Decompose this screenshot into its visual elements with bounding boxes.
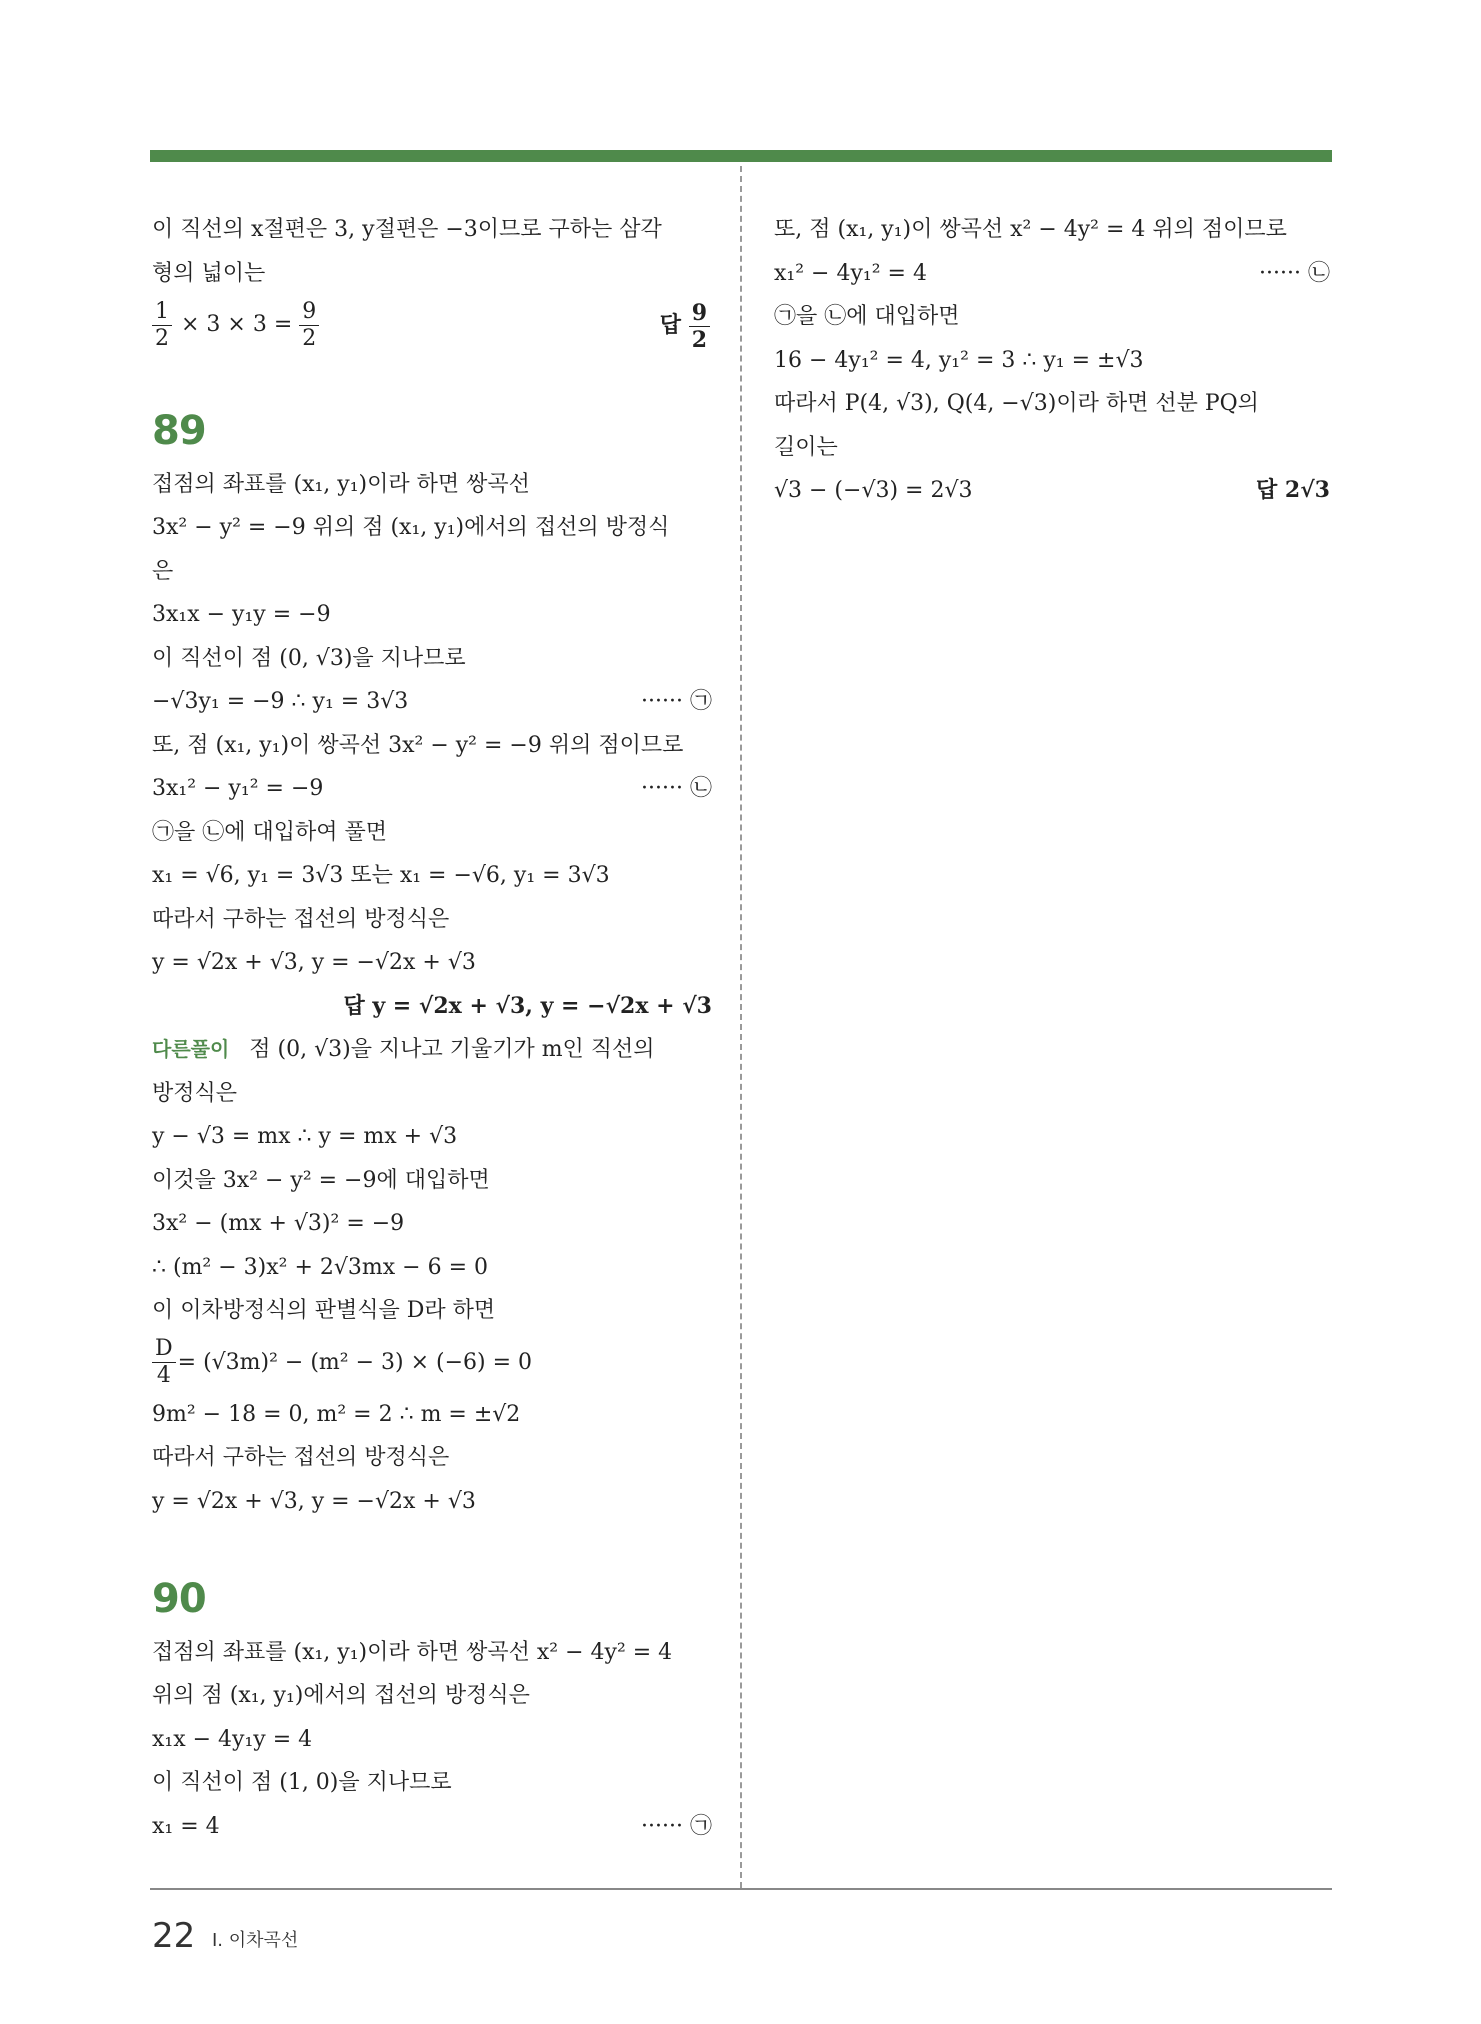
text-line: 길이는 (774, 434, 838, 460)
text-line: 따라서 구하는 접선의 방정식은 (152, 906, 450, 932)
text-line: 접점의 좌표를 (x₁, y₁)이라 하면 쌍곡선 (152, 471, 530, 497)
text-line: 이 이차방정식의 판별식을 D라 하면 (152, 1298, 496, 1323)
text-line: 9m² − 18 = 0, m² = 2 ∴ m = ±√2 (152, 1401, 521, 1427)
text-line: 3x² − y² = −9 위의 점 (x₁, y₁)에서의 접선의 방정식 (152, 515, 670, 540)
text-line: 따라서 P(4, √3), Q(4, −√3)이라 하면 선분 PQ의 (774, 391, 1259, 416)
text-line: 이 직선이 점 (0, √3)을 지나므로 (152, 645, 466, 671)
area-equation (152, 295, 712, 355)
text-line: 3x₁x − y₁y = −9 (152, 602, 331, 627)
footer-divider (150, 1888, 1332, 1890)
equation-line: −√3y₁ = −9 ∴ y₁ = 3√3 ······ ㉠ (152, 680, 712, 724)
problem-number-89: 89 (152, 407, 206, 454)
text-line: 방정식은 (152, 1080, 238, 1106)
text-line: 형의 넓이는 (152, 260, 266, 286)
equation-line: x₁² − 4y₁² = 4 ······ ㉡ (774, 252, 1330, 296)
text-line: 3x² − (mx + √3)² = −9 (152, 1211, 405, 1236)
text-line: 따라서 구하는 접선의 방정식은 (152, 1445, 450, 1470)
text-line: 은 (152, 558, 174, 584)
left-column (152, 208, 712, 1848)
fraction-one-half: $\frac{1}{2}$ (152, 299, 172, 352)
page-number: 22 (152, 1916, 196, 1956)
equation-line: 3x₁² − y₁² = −9 ······ ㉡ (152, 767, 712, 811)
equation-marker: ······ ㉠ (641, 689, 712, 714)
column-divider (740, 166, 742, 1888)
text-line: 접점의 좌표를 (x₁, y₁)이라 하면 쌍곡선 x² − 4y² = 4 (152, 1639, 673, 1665)
alternate-solution-line: 다른풀이 점 (0, √3)을 지나고 기울기가 m인 직선의 (152, 1037, 655, 1062)
text-line: ㉠을 ㉡에 대입하면 (774, 304, 960, 329)
right-column (774, 208, 1330, 513)
problem-number-90: 90 (152, 1575, 206, 1622)
equation-line: √3 − (−√3) = 2√3 답 2√3 (774, 469, 1330, 513)
text-line: y = √2x + √3, y = −√2x + √3 (152, 950, 476, 975)
text-line: 이것을 3x² − y² = −9에 대입하면 (152, 1167, 490, 1193)
text-line: 이 직선이 점 (1, 0)을 지나므로 (152, 1770, 452, 1795)
text-line: 또, 점 (x₁, y₁)이 쌍곡선 3x² − y² = −9 위의 점이므로 (152, 732, 684, 758)
top-accent-bar (150, 150, 1332, 162)
equation-marker: ······ ㉠ (641, 1813, 712, 1839)
text-line: 또, 점 (x₁, y₁)이 쌍곡선 x² − 4y² = 4 위의 점이므로 (774, 217, 1287, 242)
answer-90: 답 2√3 (1256, 477, 1330, 503)
discriminant-equation: $\frac{D}{4}$ = (√3m)² − (m² − 3) × (−6) = 0 (152, 1333, 712, 1393)
text-line: 16 − 4y₁² = 4, y₁² = 3 ∴ y₁ = ±√3 (774, 347, 1144, 373)
equation-line: x₁ = 4 ······ ㉠ (152, 1805, 712, 1849)
fraction-nine-half: $\frac{9}{2}$ (299, 299, 319, 352)
equation-marker: ······ ㉡ (641, 776, 712, 801)
text-line: x₁ = √6, y₁ = 3√3 또는 x₁ = −√6, y₁ = 3√3 (152, 863, 610, 888)
text-line: y = √2x + √3, y = −√2x + √3 (152, 1488, 476, 1514)
alternate-solution-label: 다른풀이 (152, 1037, 230, 1061)
text-line: 위의 점 (x₁, y₁)에서의 접선의 방정식은 (152, 1683, 530, 1708)
text-line: ∴ (m² − 3)x² + 2√3mx − 6 = 0 (152, 1254, 489, 1280)
answer-89: 답 y = √2x + √3, y = −√2x + √3 (343, 992, 712, 1019)
answer-area: 답 $\frac{9}{2}$ (660, 295, 712, 355)
area-calc-text: × 3 × 3 = (181, 312, 293, 337)
chapter-title: Ⅰ. 이차곡선 (212, 1930, 299, 1951)
text-line: ㉠을 ㉡에 대입하여 풀면 (152, 819, 387, 845)
equation-marker: ······ ㉡ (1259, 260, 1330, 286)
text-line: y − √3 = mx ∴ y = mx + √3 (152, 1124, 458, 1149)
fraction-d-over-4: $\frac{D}{4}$ (152, 1336, 176, 1389)
text-line: 이 직선의 x절편은 3, y절편은 −3이므로 구하는 삼각 (152, 217, 662, 242)
text-line: x₁x − 4y₁y = 4 (152, 1726, 313, 1752)
